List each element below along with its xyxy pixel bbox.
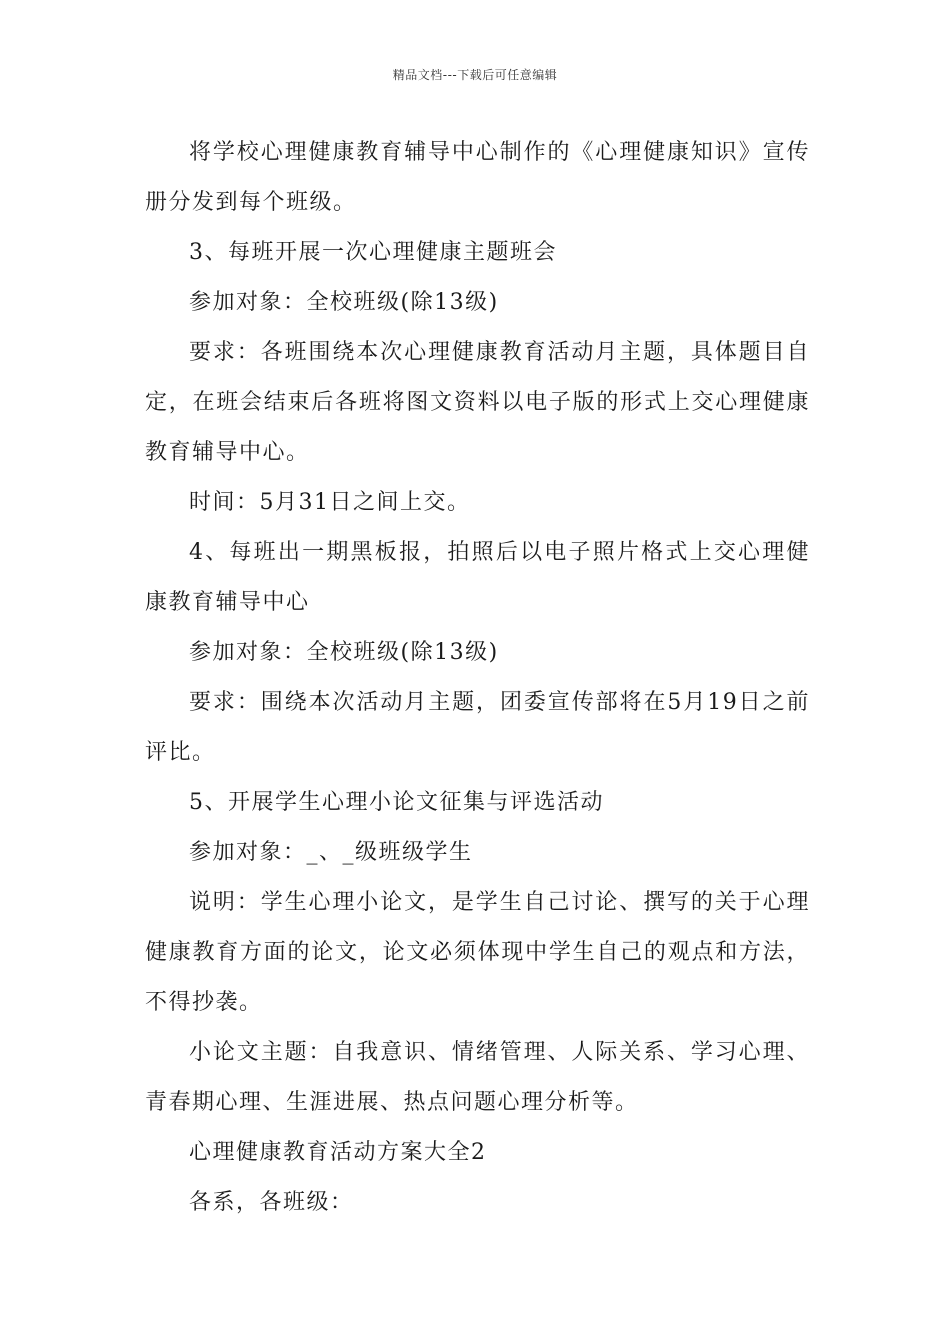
paragraph-participants-4: 参加对象：全校班级(除13级) [189, 640, 499, 665]
document-body [145, 128, 810, 1228]
page-header: 精品文档---下载后可任意编辑 [392, 68, 558, 82]
heading-item-5: 5、开展学生心理小论文征集与评选活动 [189, 790, 604, 815]
paragraph-requirements-4: 要求：围绕本次活动月主题，团委宣传部将在5月19日之前评比。 [145, 690, 810, 765]
heading-item-4: 4、每班出一期黑板报，拍照后以电子照片格式上交心理健康教育辅导中心 [145, 540, 810, 615]
paragraph-salutation: 各系，各班级： [189, 1190, 354, 1215]
paragraph-deadline-3: 时间：5月31日之间上交。 [189, 490, 471, 515]
heading-item-3: 3、每班开展一次心理健康主题班会 [189, 240, 557, 265]
paragraph-participants-5: 参加对象：_、_级班级学生 [189, 840, 473, 865]
section-title-plan-2: 心理健康教育活动方案大全2 [189, 1140, 487, 1165]
paragraph-requirements-3: 要求：各班围绕本次心理健康教育活动月主题，具体题目自定，在班会结束后各班将图文资料以电子版的形式上交心理健康教育辅导中心。 [145, 340, 810, 465]
paragraph-distribute-booklet: 将学校心理健康教育辅导中心制作的《心理健康知识》宣传册分发到每个班级。 [145, 140, 810, 215]
paragraph-description-5: 说明：学生心理小论文，是学生自己讨论、撰写的关于心理健康教育方面的论文，论文必须体现中学生自己的观点和方法，不得抄袭。 [145, 890, 810, 1015]
paragraph-essay-topics: 小论文主题：自我意识、情绪管理、人际关系、学习心理、青春期心理、生涯进展、热点问题心理分析等。 [145, 1040, 810, 1115]
paragraph-participants-3: 参加对象：全校班级(除13级) [189, 290, 499, 315]
